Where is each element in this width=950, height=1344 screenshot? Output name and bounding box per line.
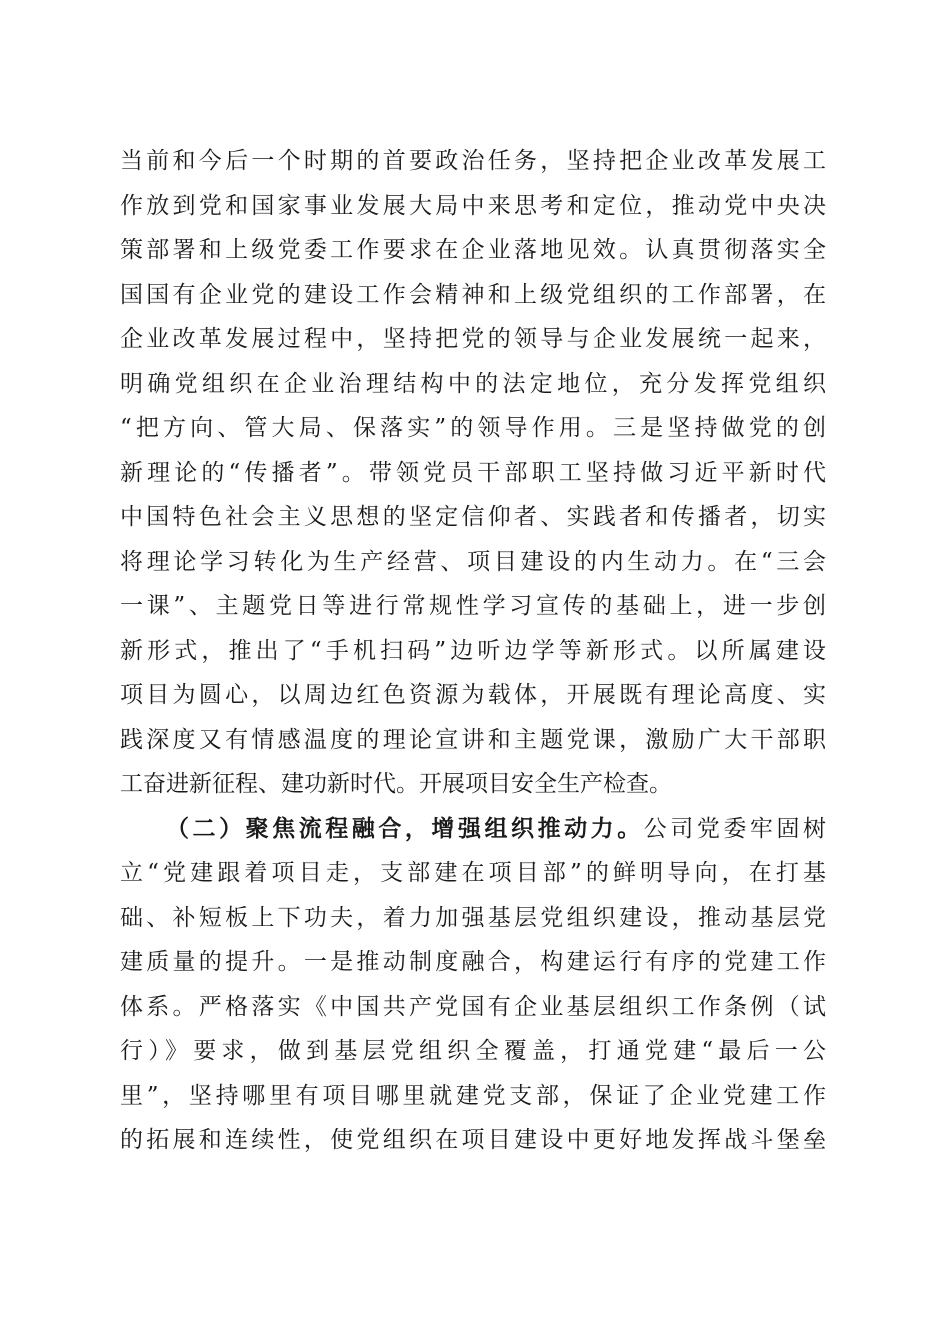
- text-line: 策部署和上级党委工作要求在企业落地见效。认真贯彻落实全: [120, 237, 826, 263]
- text-line: 立“党建跟着项目走，支部建在项目部”的鲜明导向，在打基: [120, 860, 826, 886]
- text-line: 中国特色社会主义思想的坚定信仰者、实践者和传播者，切实: [120, 504, 826, 530]
- text-line: 新形式，推出了“手机扫码”边听边学等新形式。以所属建设: [120, 637, 826, 664]
- text-line: 的拓展和连续性，使党组织在项目建设中更好地发挥战斗堡垒: [120, 1127, 826, 1153]
- text-line: 新理论的“传播者”。带领党员干部职工坚持做习近平新时代: [120, 459, 826, 486]
- text-line: 工奋进新征程、建功新时代。开展项目安全生产检查。: [120, 771, 672, 797]
- text-line: 践深度又有情感温度的理论宣讲和主题党课，激励广大干部职: [120, 726, 826, 753]
- text-line: 里”，坚持哪里有项目哪里就建党支部，保证了企业党建工作: [120, 1082, 826, 1109]
- text-line: 当前和今后一个时期的首要政治任务，坚持把企业改革发展工: [120, 148, 826, 174]
- text-line: “把方向、管大局、保落实”的领导作用。三是坚持做党的创: [120, 415, 826, 441]
- body-text: [120, 139, 826, 1163]
- text-line: 础、补短板上下功夫，着力加强基层党组织建设，推动基层党: [120, 904, 826, 931]
- text-line: 建质量的提升。一是推动制度融合，构建运行有序的党建工作: [120, 949, 826, 975]
- text-line: 体系。严格落实《中国共产党国有企业基层组织工作条例（试: [120, 993, 826, 1020]
- text-line: 项目为圆心，以周边红色资源为载体，开展既有理论高度、实: [120, 682, 826, 708]
- text-line: 将理论学习转化为生产经营、项目建设的内生动力。在“三会: [120, 548, 826, 575]
- text-line: 行）》要求，做到基层党组织全覆盖，打通党建“最后一公: [120, 1038, 826, 1064]
- section-heading: （二）聚焦流程融合，增强组织推动力。: [166, 814, 644, 842]
- text-line: 一课”、主题党日等进行常规性学习宣传的基础上，进一步创: [120, 593, 826, 619]
- section-first-line: [120, 807, 826, 852]
- section-first-line-text: 公司党委牢固树: [643, 815, 826, 842]
- text-line: 明确党组织在企业治理结构中的法定地位，充分发挥党组织: [120, 370, 826, 397]
- text-line: 企业改革发展过程中，坚持把党的领导与企业发展统一起来，: [120, 326, 826, 352]
- text-line: 作放到党和国家事业发展大局中来思考和定位，推动党中央决: [120, 192, 826, 219]
- text-line: 国国有企业党的建设工作会精神和上级党组织的工作部署，在: [120, 281, 826, 308]
